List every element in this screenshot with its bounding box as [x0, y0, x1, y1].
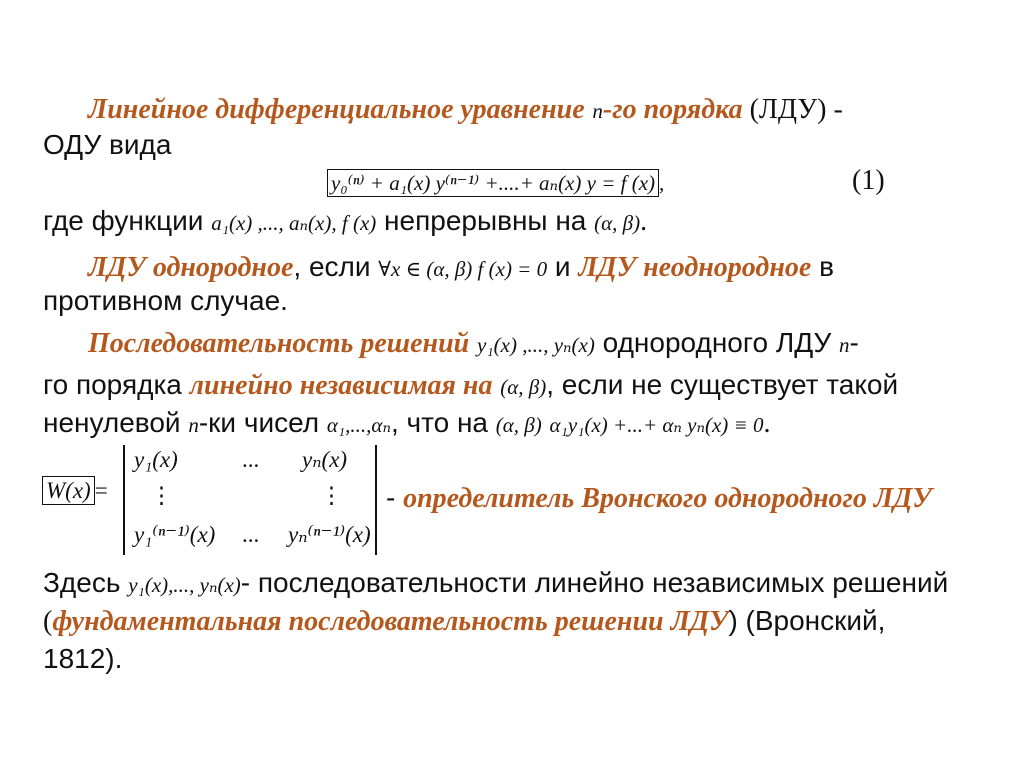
- determinant-right-bar: [375, 445, 377, 555]
- homogeneous-ldu-text: однородного ЛДУ: [602, 327, 832, 358]
- period-2: .: [763, 408, 771, 439]
- det-r3c1: y₁⁽ⁿ⁻¹⁾(x): [134, 522, 216, 547]
- det-r2c3: ⋮: [320, 483, 343, 508]
- that-on-text: , что на: [390, 407, 488, 438]
- alphas: α₁,...,αₙ: [326, 413, 391, 437]
- wronskian-lhs: [42, 478, 108, 504]
- wronski-text: ) (Вронский,: [728, 605, 886, 636]
- math-n-2: n: [839, 333, 850, 357]
- det-r3c2: ...: [242, 522, 260, 547]
- interval-alpha-beta-2: (α, β): [500, 375, 547, 399]
- term-linear-independent: линейно независимая на: [189, 370, 493, 401]
- wronskian-dash: -: [386, 482, 396, 513]
- in-text: в: [811, 251, 834, 282]
- determinant-left-bar: [123, 445, 125, 555]
- det-r2c1: ⋮: [150, 483, 173, 508]
- if-text: , если: [293, 251, 371, 282]
- interval-alpha-beta-3: (α, β): [495, 413, 542, 437]
- solutions-seq-2: y₁(x),..., yₙ(x): [128, 573, 241, 597]
- order-text: го порядка: [43, 369, 182, 400]
- here-line: [43, 566, 948, 602]
- interval-alpha-beta: (α, β): [594, 211, 641, 235]
- det-r3c3: yₙ⁽ⁿ⁻¹⁾(x): [288, 522, 371, 547]
- period: .: [640, 206, 648, 237]
- equation-1-boxed: y₀⁽ⁿ⁾ + a₁(x) y⁽ⁿ⁻¹⁾ +....+ aₙ(x) y = f (x): [327, 169, 659, 197]
- term-fundamental: фундаментальная последовательность решении ЛДУ: [52, 606, 729, 637]
- functions-prefix: где функции: [43, 205, 204, 236]
- definition-ldu-line: [88, 92, 843, 128]
- continuous-on: непрерывны на: [384, 205, 587, 236]
- equation-number-text: (1): [852, 165, 885, 196]
- det-r1c3: yₙ(x): [302, 447, 348, 472]
- and-text: и: [547, 251, 579, 282]
- nonzero-text: ненулевой: [43, 407, 181, 438]
- det-r1c1: y₁(x): [134, 447, 178, 472]
- term-order-suffix: -го порядка: [602, 94, 743, 125]
- abbr-ldu: (ЛДУ) -: [742, 94, 843, 125]
- sequence-solutions-line: [88, 326, 859, 362]
- math-n-3: n: [188, 413, 199, 437]
- equation-1: [327, 164, 664, 200]
- term-nonhomogeneous: ЛДУ неоднородное: [578, 252, 812, 283]
- year-text: 1812).: [43, 643, 123, 674]
- open-paren: (: [43, 606, 53, 637]
- term-homogeneous: ЛДУ однородное: [88, 252, 294, 283]
- functions-list: a₁(x) ,..., aₙ(x), f (x): [211, 211, 377, 235]
- term-wronskian: определитель Вронского однородного ЛДУ: [403, 483, 932, 514]
- dash-text: -: [849, 327, 859, 358]
- wronskian-w: W(x): [42, 476, 95, 505]
- term-sequence-solutions: Последовательность решений: [88, 328, 470, 359]
- solutions-seq: y₁(x) ,..., yₙ(x): [477, 333, 595, 357]
- math-n: n: [592, 99, 603, 123]
- wronskian-eq: =: [94, 478, 108, 503]
- nonzero-tuple-line: [43, 406, 770, 442]
- ode-form-line: [43, 128, 171, 162]
- linear-combination: α₁y₁(x) +...+ αₙ yₙ(x) ≡ 0: [549, 413, 764, 437]
- equation-1-comma: ,: [659, 171, 665, 195]
- otherwise-line: [43, 284, 288, 318]
- otherwise-text: противном случае.: [43, 285, 288, 316]
- homogeneous-line: [88, 250, 834, 286]
- here-text: Здесь: [43, 567, 121, 598]
- year-line: [43, 642, 122, 676]
- det-r1c2: ...: [242, 447, 260, 472]
- homogeneous-condition: ∀x ∈ (α, β) f (x) = 0: [378, 257, 548, 281]
- fundamental-line: [43, 604, 885, 639]
- if-not-exists-text: , если не существует такой: [546, 369, 899, 400]
- wronskian-description-line: [386, 481, 932, 516]
- linear-independent-line: [43, 368, 898, 404]
- functions-continuity-line: [43, 204, 647, 240]
- term-linear-de: Линейное дифференциальное уравнение: [88, 94, 585, 125]
- equation-number: [852, 164, 885, 198]
- ode-form-text: ОДУ вида: [43, 129, 172, 160]
- independent-solutions-text: - последовательности линейно независимых решений: [240, 567, 949, 598]
- tuple-numbers-text: -ки чисел: [198, 407, 320, 438]
